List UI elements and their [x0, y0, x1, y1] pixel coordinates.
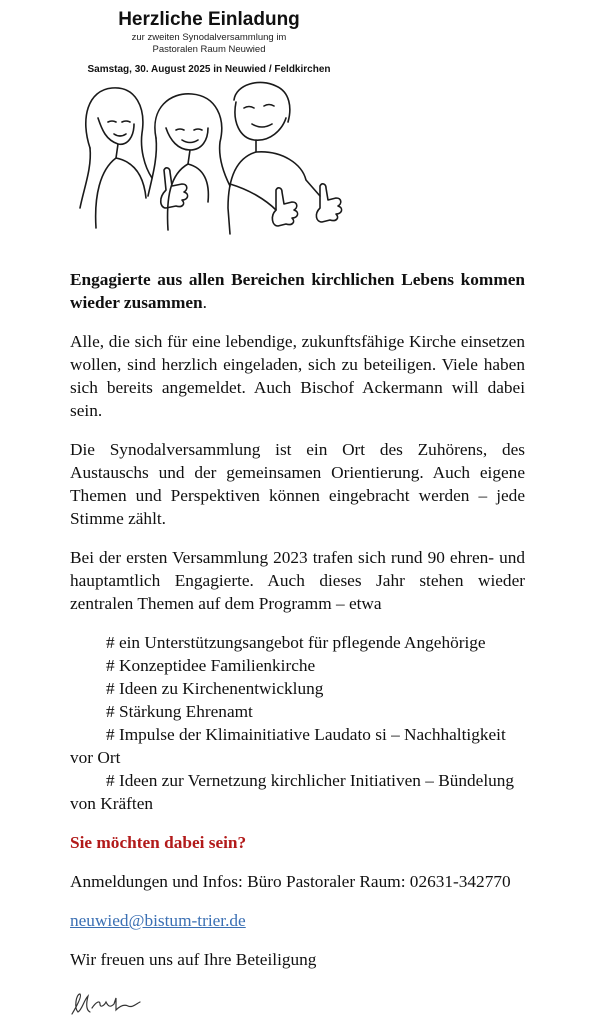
event-date-line: Samstag, 30. August 2025 in Neuwied / Feldkirchen	[87, 64, 331, 75]
invitation-header	[0, 8, 418, 77]
subtitle-line-2: Pastoralen Raum Neuwied	[152, 44, 266, 55]
list-item: # Ideen zu Kirchenentwicklung	[106, 679, 324, 698]
three-people-thumbs-up-illustration	[70, 78, 360, 236]
paragraph-2: Die Synodalversammlung ist ein Ort des Zuhörens, des Austauschs und der gemeinsamen Orientierung. Auch eigene Themen und Perspektiven können eingebracht werden – jede Stimme zählt.	[70, 440, 525, 528]
lead-text: Engagierte aus allen Bereichen kirchlichen Lebens kommen wieder zusammen	[70, 270, 525, 312]
list-item: # Stärkung Ehrenamt	[106, 702, 253, 721]
list-item: # Ideen zur Vernetzung kirchlicher Initiativen – Bündelung von Kräften	[70, 771, 515, 813]
list-item: # ein Unterstützungsangebot für pflegende Angehörige	[106, 633, 486, 652]
email-link[interactable]: neuwied@bistum-trier.de	[70, 911, 246, 930]
call-to-action: Sie möchten dabei sein?	[70, 833, 247, 852]
invitation-body	[70, 268, 525, 987]
list-item: # Konzeptidee Familienkirche	[106, 656, 316, 675]
lead-paragraph	[70, 268, 525, 314]
paragraph-3: Bei der ersten Versammlung 2023 trafen sich rund 90 ehren- und hauptamtlich Engagierte. Auch dieses Jahr stehen wieder zentralen Themen auf dem Programm – etwa	[70, 548, 525, 613]
invitation-title: Herzliche Einladung	[118, 9, 300, 30]
closing-line: Wir freuen uns auf Ihre Beteiligung	[70, 950, 317, 969]
topic-list	[70, 631, 525, 815]
contact-info: Anmeldungen und Infos: Büro Pastoraler Raum: 02631-342770	[70, 872, 511, 891]
list-item: # Impulse der Klimainitiative Laudato si – Nachhaltigkeit vor Ort	[70, 725, 506, 767]
lead-end: .	[202, 293, 207, 312]
handwritten-signature	[70, 990, 144, 1018]
subtitle-line-1: zur zweiten Synodalversammlung im	[131, 32, 287, 43]
paragraph-1: Alle, die sich für eine lebendige, zukunftsfähige Kirche einsetzen wollen, sind herzlich eingeladen, sich zu beteiligen. Viele haben sich bereits angemeldet. Auch Bischof Ackermann will dabei sein.	[70, 332, 525, 420]
